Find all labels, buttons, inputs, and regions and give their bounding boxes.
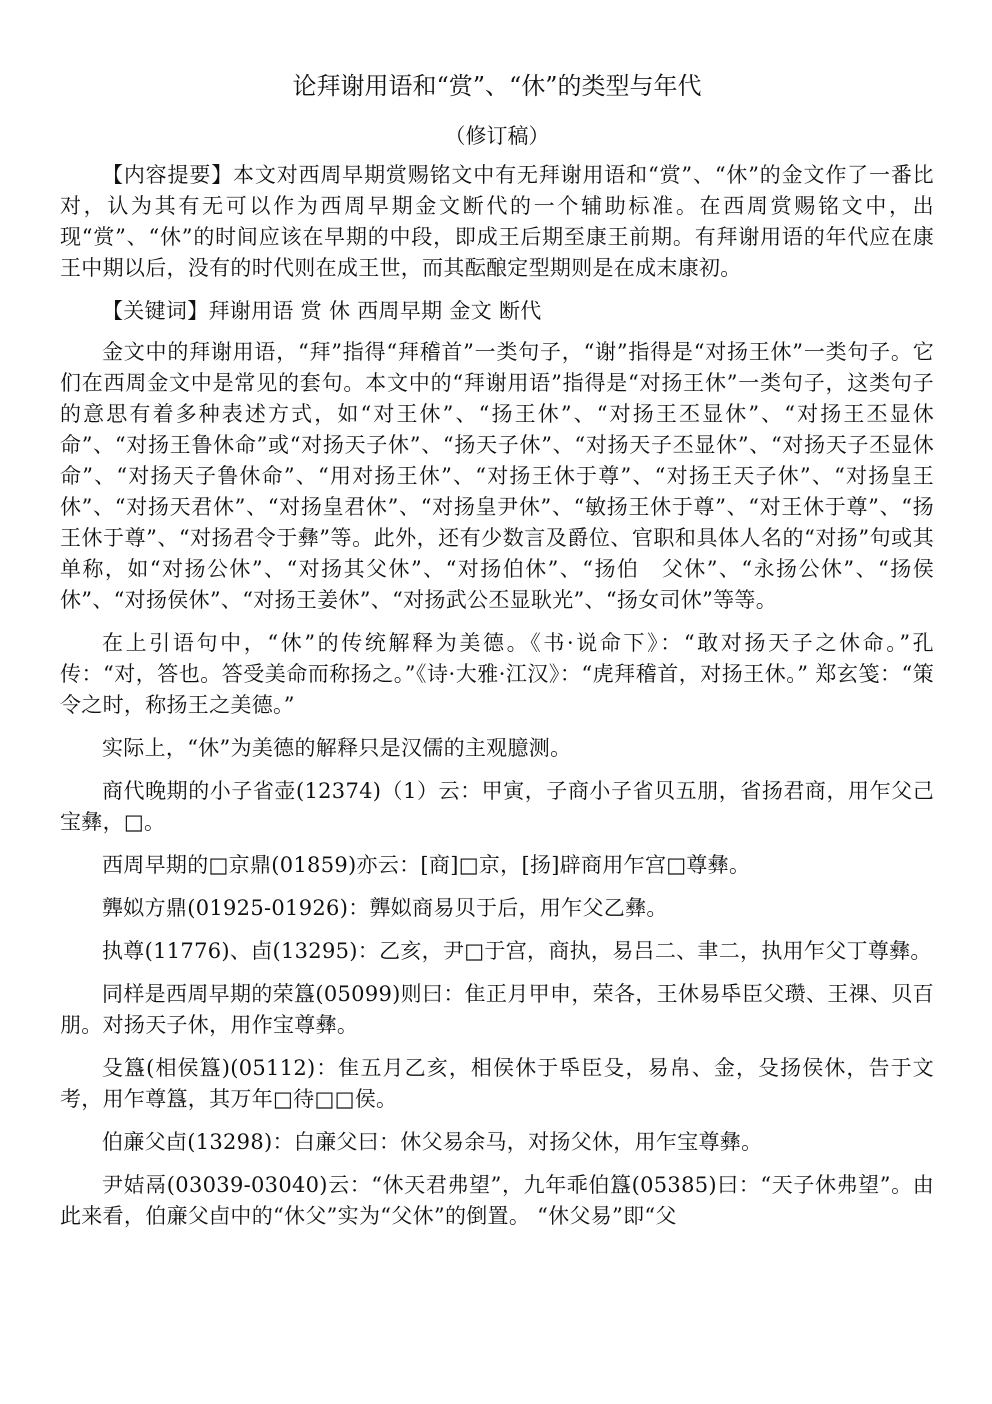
body-paragraph: 金文中的拜谢用语，“拜”指得“拜稽首”一类句子，“谢”指得是“对扬王休”一类句子。它们在西周金文中是常见的套句。本文中的“拜谢用语”指得是“对扬王休”一类句子，这类句子的意思有着多种表述方式，如“对王休”、“扬王休”、“对扬王丕显休”、“对扬王丕显休命”、“对扬王鲁休命”或“对扬天子休”、“扬天子休”、“对扬天子丕显休”、“对扬天子丕显休命”、“对扬天子鲁休命”、“用对扬王休”、“对扬王休于尊”、“对扬王天子休”、“对扬皇王休”、“对扬天君休”、“对扬皇君休”、“对扬皇尹休”、“敏扬王休于尊”、“对王休于尊”、“扬王休于尊”、“对扬君令于彝”等。此外，还有少数言及爵位、官职和具体人名的“对扬”句或其单称，如“对扬公休”、“对扬其父休”、“对扬伯休”、“扬伯 父休”、“永扬公休”、“扬侯休”、“对扬侯休”、“对扬王姜休”、“对扬武公丕显耿光”、“扬女司休”等等。 <box>60 340 934 612</box>
body-paragraph: 执尊(11776)、卣(13295)：乙亥，尹□于宫，商执，易吕二、聿二，执用乍父丁尊彝。 <box>102 939 932 963</box>
document-subtitle: （修订稿） <box>444 124 550 148</box>
keywords-paragraph: 【关键词】拜谢用语 赏 休 西周早期 金文 断代 <box>102 299 542 323</box>
body-paragraph: 殳簋(相侯簋)(05112)：隹五月乙亥，相侯休于氒臣殳，易帛、金，殳扬侯休，告于文考，用乍尊簋，其万年□待□□侯。 <box>60 1056 934 1111</box>
abstract-paragraph: 【内容提要】本文对西周早期赏赐铭文中有无拜谢用语和“赏”、“休”的金文作了一番比对，认为其有无可以作为西周早期金文断代的一个辅助标准。在西周赏赐铭文中，出现“赏”、“休”的时间应该在早期的中段，即成王后期至康王前期。有拜谢用语的年代应在康王中期以后，没有的时代则在成王世，而其酝酿定型期则是在成末康初。 <box>60 163 934 280</box>
body-paragraph: 同样是西周早期的荣簋(05099)则曰：隹正月甲申，荣各，王休易氒臣父瓒、王祼、贝百朋。对扬天子休，用作宝尊彝。 <box>60 982 934 1037</box>
body-paragraph: 西周早期的□京鼎(01859)亦云：[商]□京，[扬]辟商用乍宫□尊彝。 <box>102 853 751 877</box>
document-title: 论拜谢用语和“赏”、“休”的类型与年代 <box>292 72 702 100</box>
body-paragraph: 在上引语句中，“休”的传统解释为美德。《书·说命下》：“敢对扬天子之休命。”孔传：“对，答也。答受美命而称扬之。”《诗·大雅·江汉》：“虎拜稽首，对扬王休。” 郑玄笺：“策令之时，称扬王之美德。” <box>60 631 934 717</box>
body-paragraph: 龏姒方鼎(01925-01926)：龏姒商易贝于后，用乍父乙彝。 <box>102 896 668 920</box>
body-paragraph: 伯亷父卣(13298)：白亷父曰：休父易余马，对扬父休，用乍宝尊彝。 <box>102 1130 763 1154</box>
body-paragraph: 商代晚期的小子省壶(12374)（1）云：甲寅，子商小子省贝五朋，省扬君商，用乍父己宝彝，□。 <box>60 779 934 834</box>
body-paragraph: 尹姞鬲(03039-03040)云：“休天君弗望”，九年乖伯簋(05385)曰：“天子休弗望”。由此来看，伯亷父卣中的“休父”实为“父休”的倒置。 “休父易”即“父 <box>60 1173 934 1228</box>
document-body <box>60 160 934 1244</box>
body-paragraph: 实际上，“休”为美德的解释只是汉儒的主观臆测。 <box>102 736 572 760</box>
